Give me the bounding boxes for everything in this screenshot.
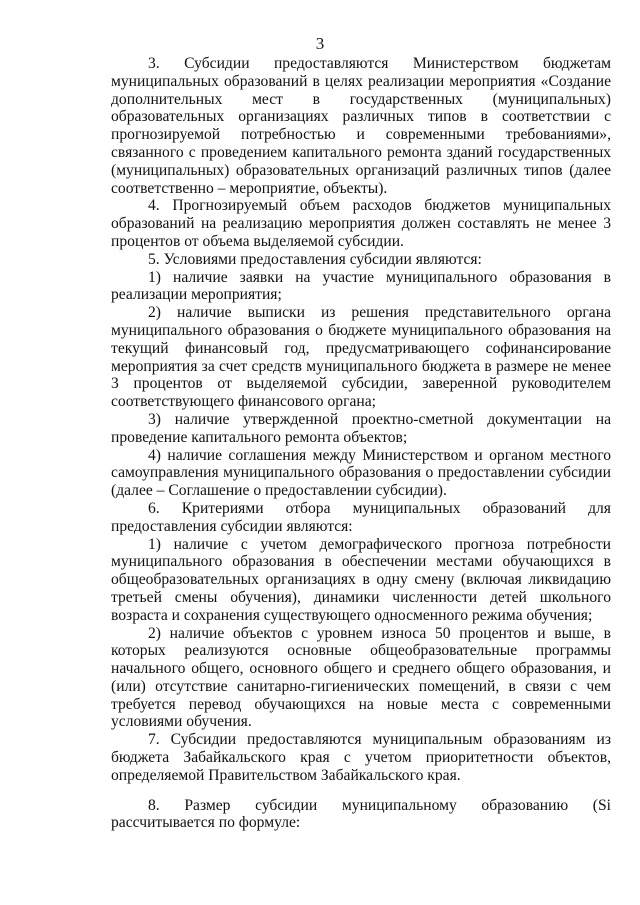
- paragraph-6: 6. Критериями отбора муниципальных образований для предоставления субсидии являются:: [111, 499, 611, 535]
- paragraph-7: 7. Субсидии предоставляются муниципальным образованиям из бюджета Забайкальского края с учетом приоритетности объектов, определяемой Правительством Забайкальского края.: [111, 731, 611, 784]
- condition-1: 1) наличие заявки на участие муниципального образования в реализации мероприятия;: [111, 268, 611, 304]
- condition-2: 2) наличие выписки из решения представительного органа муниципального образования о бюджете муниципального образования на текущий финансовый год, предусматривающего софинансирование мероприятия за счет средств муниципального бюджета в размере не менее 3 процентов от выделяемой субсидии, заверенной руководителем соответствующего финансового органа;: [111, 304, 611, 411]
- paragraph-8: [111, 797, 611, 833]
- condition-4: 4) наличие соглашения между Министерством и органом местного самоуправления муниципального образования о предоставлении субсидии (далее – Соглашение о предоставлении субсидии).: [111, 446, 611, 500]
- paragraph-4: 4. Прогнозируемый объем расходов бюджетов муниципальных образований на реализацию мероприятия должен составлять не менее 3 процентов от объема выделяемой субсидии.: [111, 197, 611, 250]
- criterion-2: 2) наличие объектов с уровнем износа 50 процентов и выше, в которых реализуются основные общеобразовательные программы начального общего, основного общего и среднего общего образования, и (или) отсутствие санитарно-гигиенических помещений, в связи с чем требуется перевод обучающихся на новые места с современными условиями обучения.: [111, 624, 611, 731]
- paragraph-5: 5. Условиями предоставления субсидии являются:: [148, 250, 482, 268]
- paragraph-3: 3. Субсидии предоставляются Министерством бюджетам муниципальных образований в целях реализации мероприятия «Создание дополнительных мест в государственных (муниципальных) образовательных организациях различных типов в соответствии с прогнозируемой потребностью и современными требованиями», связанного с проведением капитального ремонта зданий государственных (муниципальных) образовательных организаций различных типов (далее соответственно – мероприятие, объекты).: [111, 55, 611, 197]
- document-body: [111, 55, 611, 832]
- paragraph-8-text: 8. Размер субсидии муниципальному образованию: [148, 796, 569, 814]
- condition-3: 3) наличие утвержденной проектно-сметной документации на проведение капитального ремонта объектов;: [111, 410, 611, 446]
- criterion-1: 1) наличие с учетом демографического прогноза потребности муниципального образования в обеспечении местами обучающихся в общеобразовательных организациях в одну смену (включая ликвидацию третьей смены обучения), динамики численности детей школьного возраста и сохранения существующего односменного режима обучения;: [111, 535, 611, 624]
- paragraph-8-continuation: рассчитывается по формуле:: [111, 814, 301, 832]
- formula-symbol: (Si: [592, 796, 611, 814]
- page-number: 3: [315, 34, 325, 53]
